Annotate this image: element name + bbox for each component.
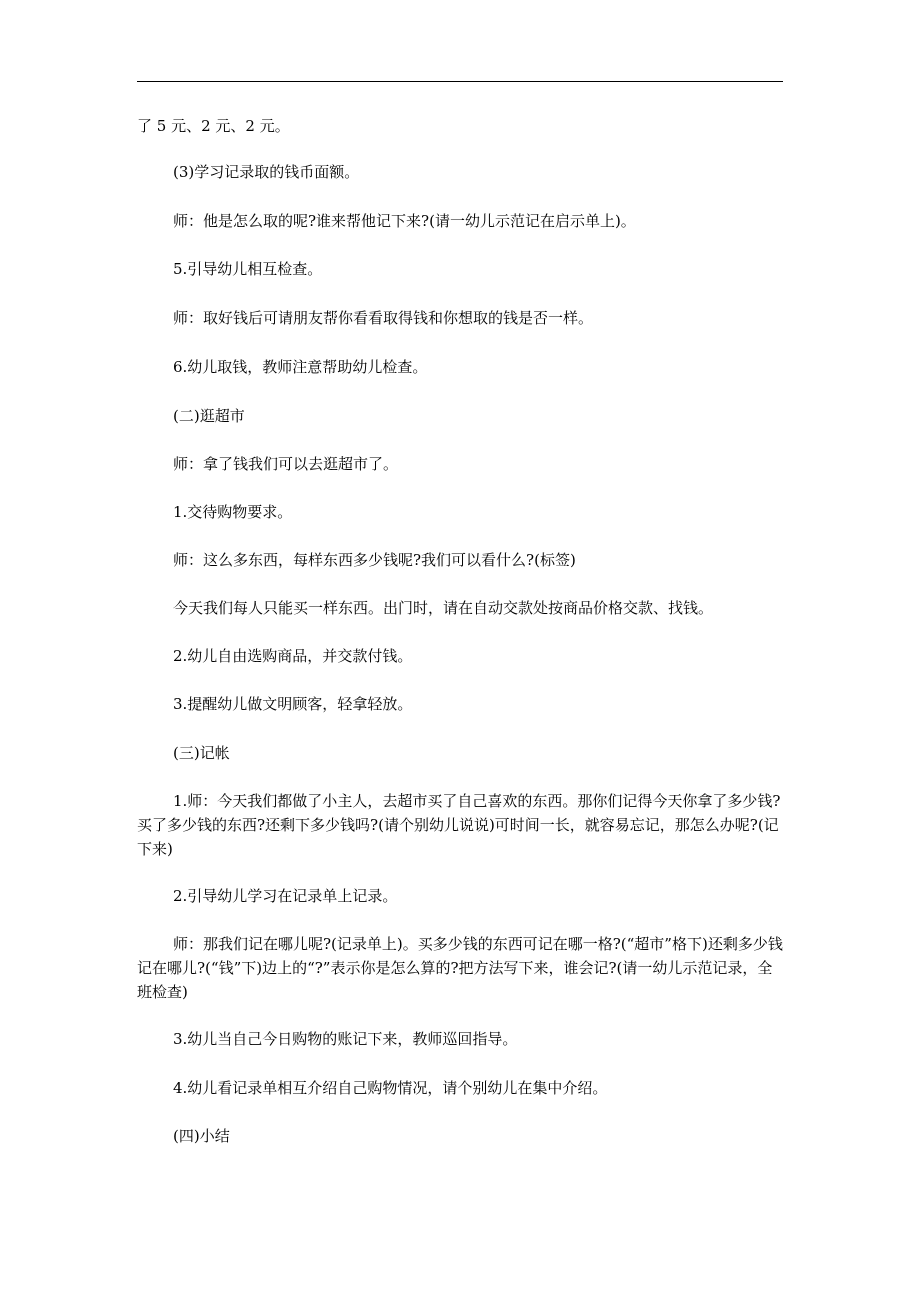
paragraph-5: 师：取好钱后可请朋友帮你看看取得钱和你想取的钱是否一样。 xyxy=(173,309,594,327)
paragraph-11: 2.幼儿自由选购商品，并交款付钱。 xyxy=(173,647,413,665)
paragraph-4: 5.引导幼儿相互检查。 xyxy=(173,260,323,278)
paragraph-7: 师：拿了钱我们可以去逛超市了。 xyxy=(173,455,399,473)
paragraph-2: (3)学习记录取的钱币面额。 xyxy=(173,163,360,181)
paragraph-17: 4.幼儿看记录单相互介绍自己购物情况，请个别幼儿在集中介绍。 xyxy=(173,1079,608,1097)
header-rule xyxy=(137,81,783,82)
paragraph-12: 3.提醒幼儿做文明顾客，轻拿轻放。 xyxy=(173,695,413,713)
paragraph-16: 3.幼儿当自己今日购物的账记下来，教师巡回指导。 xyxy=(173,1030,518,1048)
paragraph-3: 师：他是怎么取的呢?谁来帮他记下来?(请一幼儿示范记在启示单上)。 xyxy=(173,212,636,230)
paragraph-1: 了 5 元、2 元、2 元。 xyxy=(137,117,290,135)
paragraph-9: 师：这么多东西，每样东西多少钱呢?我们可以看什么?(标签) xyxy=(173,551,576,569)
paragraph-10: 今天我们每人只能买一样东西。出门时，请在自动交款处按商品价格交款、找钱。 xyxy=(173,599,714,617)
section-heading-3: (三)记帐 xyxy=(173,744,230,762)
paragraph-13: 1.师：今天我们都做了小主人，去超市买了自己喜欢的东西。那你们记得今天你拿了多少钱?买了多少钱的东西?还剩下多少钱吗?(请个别幼儿说说)可时间一长，就容易忘记，那怎么办呢?(记下来) xyxy=(137,792,781,858)
paragraph-15: 师：那我们记在哪儿呢?(记录单上)。买多少钱的东西可记在哪一格?(“超市”格下)还剩多少钱记在哪儿?(“钱”下)边上的“?”表示你是怎么算的?把方法写下来，谁会记?(请一幼儿示范记录，全班检查) xyxy=(137,935,783,1001)
section-heading-2: (二)逛超市 xyxy=(173,407,245,425)
paragraph-8: 1.交待购物要求。 xyxy=(173,503,293,521)
paragraph-14: 2.引导幼儿学习在记录单上记录。 xyxy=(173,887,398,905)
paragraph-6: 6.幼儿取钱，教师注意帮助幼儿检查。 xyxy=(173,358,428,376)
section-heading-4: (四)小结 xyxy=(173,1127,230,1145)
